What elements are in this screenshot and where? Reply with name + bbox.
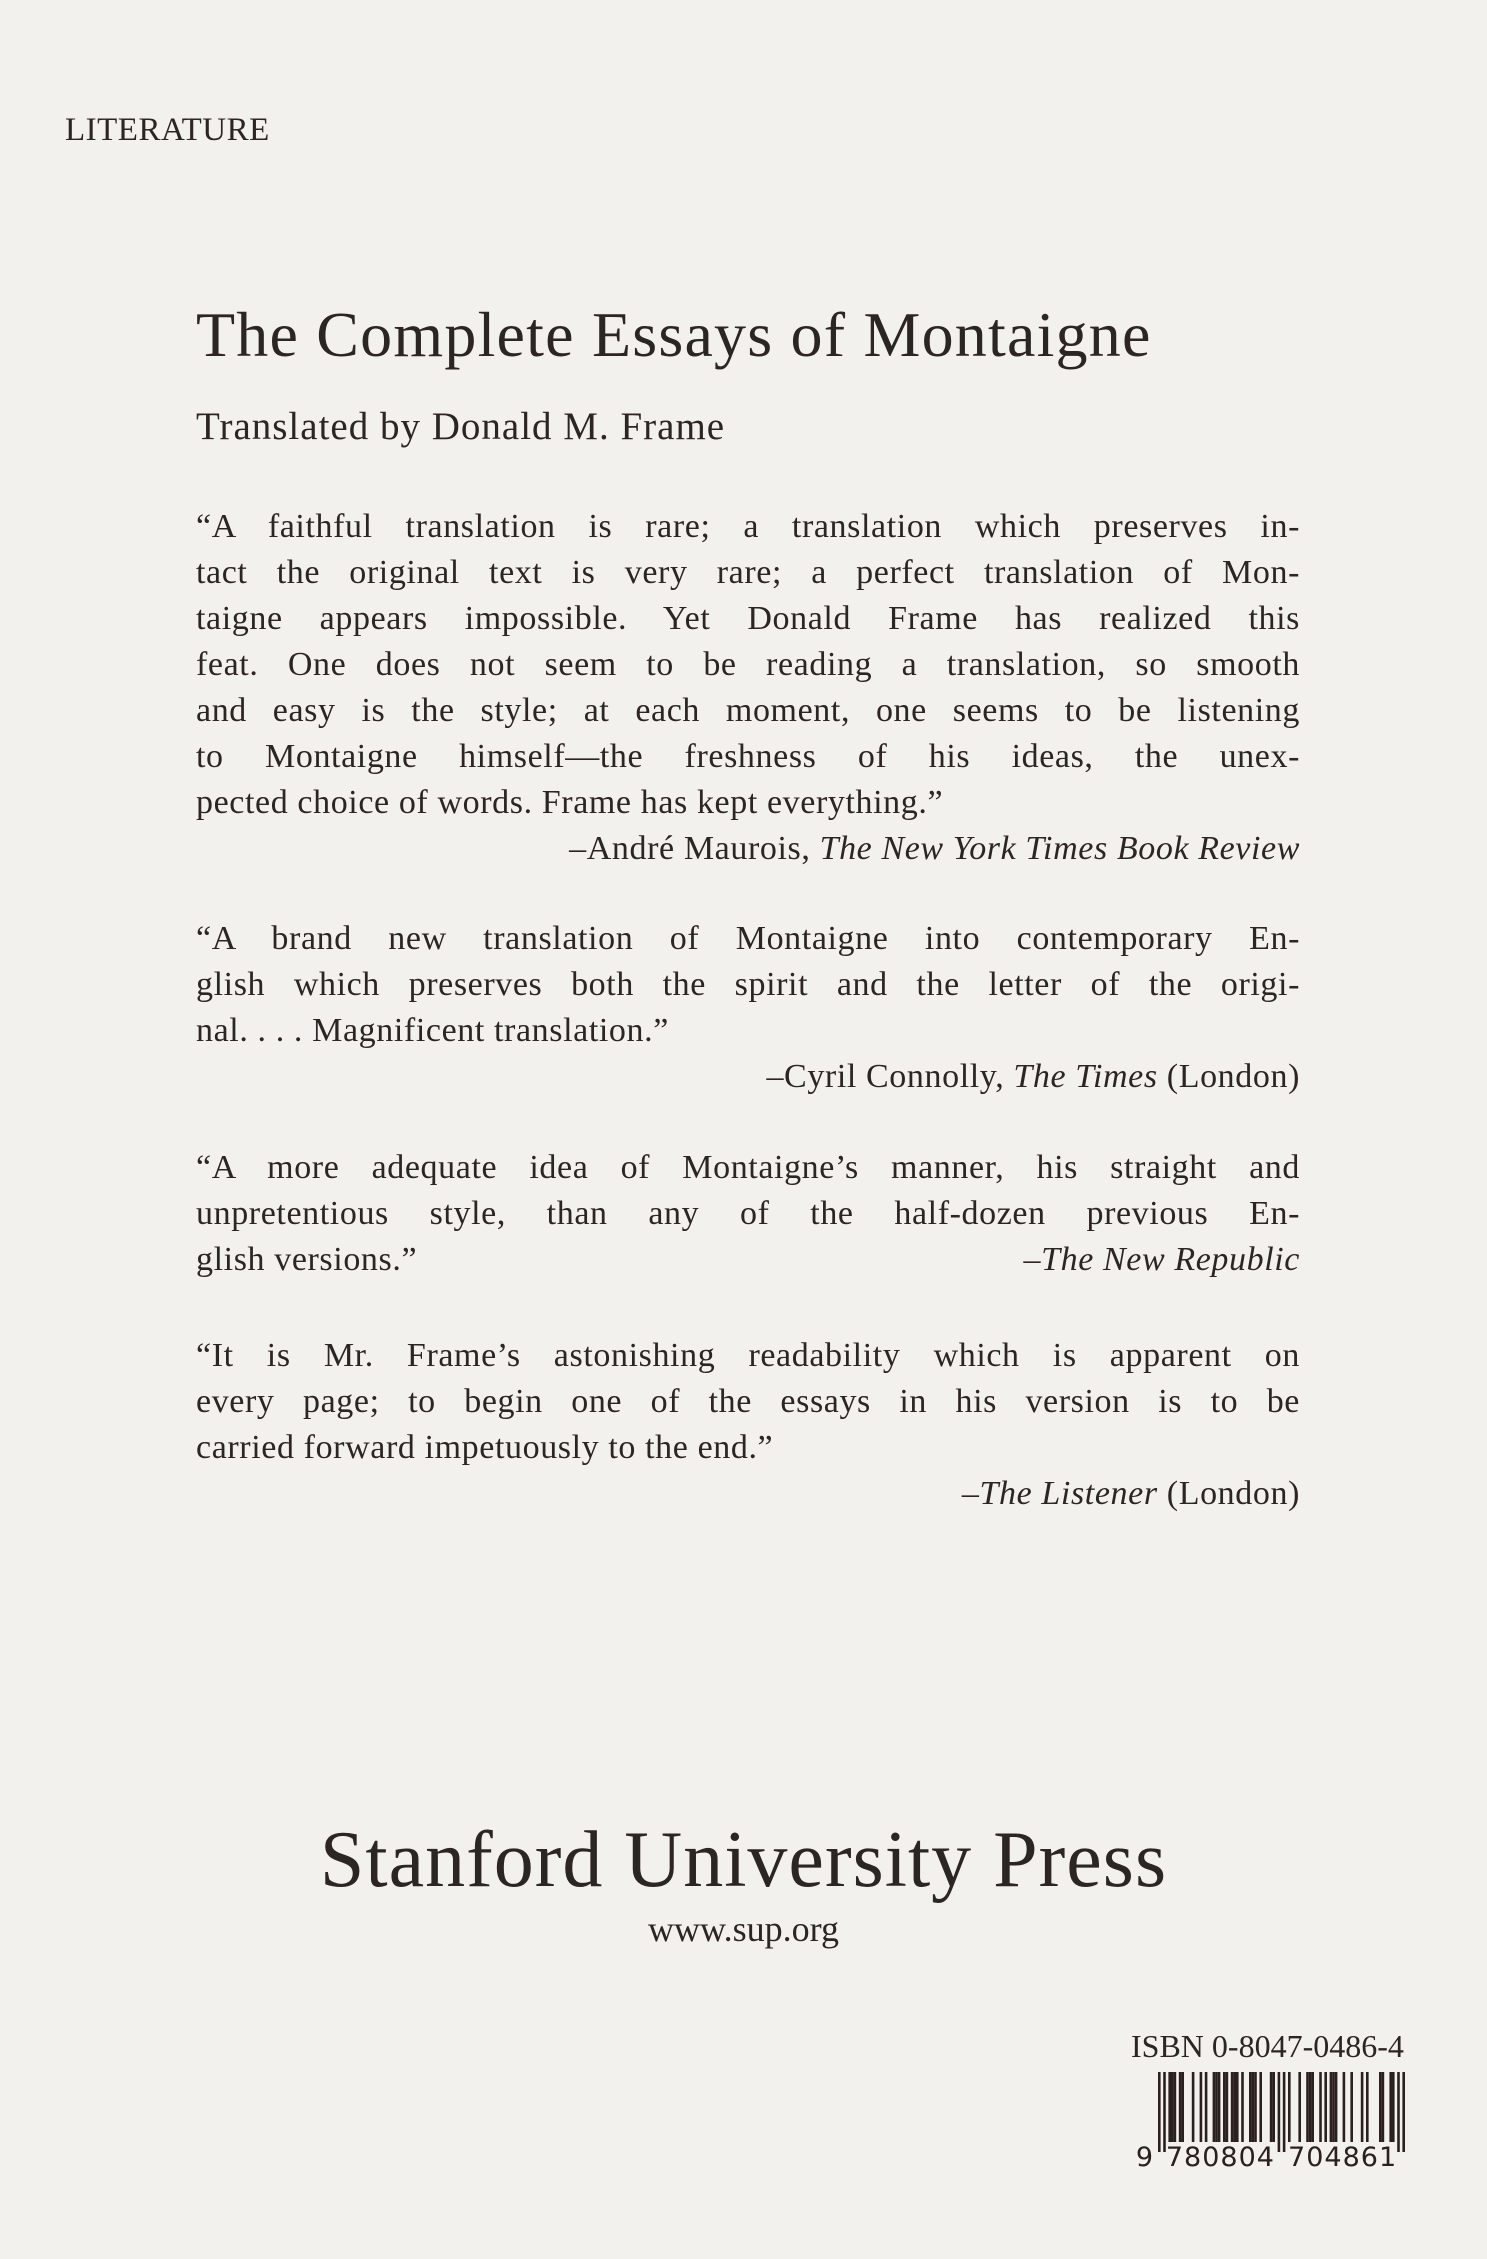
barcode-bar bbox=[1192, 2072, 1195, 2142]
barcode-bar bbox=[1213, 2072, 1216, 2142]
quote-line: feat. One does not seem to be reading a translation, so smooth bbox=[196, 646, 1300, 683]
quote-line: “A faithful translation is rare; a translation which preserves in- bbox=[196, 508, 1300, 545]
barcode-bar bbox=[1218, 2072, 1221, 2142]
barcode-bar bbox=[1168, 2072, 1171, 2142]
barcode bbox=[1136, 2068, 1416, 2173]
quote-line: to Montaigne himself—the freshness of his ideas, the unex- bbox=[196, 738, 1300, 775]
barcode-bar bbox=[1350, 2072, 1353, 2142]
barcode-bar bbox=[1158, 2072, 1161, 2152]
quote-line: “A more adequate idea of Montaigne’s manner, his straight and bbox=[196, 1149, 1300, 1186]
category-label: LITERATURE bbox=[65, 112, 270, 148]
barcode-bar bbox=[1259, 2072, 1262, 2142]
barcode-bar bbox=[1382, 2072, 1385, 2142]
barcode-bar bbox=[1332, 2072, 1335, 2142]
barcode-bar bbox=[1389, 2072, 1392, 2142]
barcode-first-digit: 9 bbox=[1136, 2142, 1155, 2173]
attribution-name: – bbox=[1023, 1241, 1042, 1278]
attribution-name: –Cyril Connolly, bbox=[766, 1058, 1014, 1095]
barcode-bar bbox=[1223, 2072, 1226, 2142]
translator-credit: Translated by Donald M. Frame bbox=[196, 405, 726, 448]
barcode-bar bbox=[1249, 2072, 1252, 2142]
barcode-bar bbox=[1174, 2072, 1177, 2142]
barcode-bar bbox=[1270, 2072, 1273, 2142]
barcode-bar bbox=[1319, 2072, 1322, 2142]
quote-line: “It is Mr. Frame’s astonishing readability which is apparent on bbox=[196, 1337, 1300, 1374]
barcode-bar bbox=[1361, 2072, 1364, 2142]
barcode-bar bbox=[1330, 2072, 1333, 2142]
publisher-website: www.sup.org bbox=[647, 1909, 839, 1949]
barcode-bar bbox=[1311, 2072, 1314, 2142]
quote-last-line-with-attribution bbox=[196, 1237, 1300, 1283]
quote-line: tact the original text is very rare; a perfect translation of Mon- bbox=[196, 554, 1300, 591]
barcode-bar bbox=[1181, 2072, 1184, 2142]
review-quote-3 bbox=[196, 1145, 1300, 1283]
attribution-suffix: (London) bbox=[1157, 1475, 1300, 1512]
review-quote-1 bbox=[196, 504, 1300, 872]
barcode-bar bbox=[1236, 2072, 1239, 2142]
barcode-bar bbox=[1241, 2072, 1244, 2142]
barcode-bar bbox=[1283, 2072, 1286, 2152]
barcode-bar bbox=[1252, 2072, 1255, 2142]
publisher-name: Stanford University Press bbox=[319, 1816, 1168, 1904]
review-quote-4 bbox=[196, 1333, 1300, 1517]
quote-line: unpretentious style, than any of the half-dozen previous En- bbox=[196, 1195, 1300, 1232]
barcode-bar bbox=[1392, 2072, 1395, 2142]
quote-attribution bbox=[196, 1471, 1300, 1517]
barcode-bar bbox=[1272, 2072, 1275, 2142]
isbn-number: ISBN 0-8047-0486-4 bbox=[1131, 2028, 1404, 2064]
barcode-bar bbox=[1298, 2072, 1301, 2142]
barcode-bar bbox=[1231, 2072, 1234, 2142]
attribution-name: – bbox=[961, 1475, 980, 1512]
barcode-bar bbox=[1278, 2072, 1281, 2152]
quote-line: “A brand new translation of Montaigne into contemporary En- bbox=[196, 920, 1300, 957]
barcode-bar bbox=[1215, 2072, 1218, 2142]
barcode-bar bbox=[1205, 2072, 1208, 2142]
barcode-left-digits: 780804 bbox=[1165, 2142, 1275, 2173]
barcode-bar bbox=[1343, 2072, 1346, 2142]
barcode-bar bbox=[1324, 2072, 1327, 2142]
barcode-bar bbox=[1402, 2072, 1405, 2152]
barcode-bar bbox=[1379, 2072, 1382, 2142]
attribution-suffix: (London) bbox=[1157, 1058, 1300, 1095]
quote-line: taigne appears impossible. Yet Donald Frame has realized this bbox=[196, 600, 1300, 637]
barcode-bar bbox=[1306, 2072, 1309, 2142]
attribution-source: The Listener bbox=[979, 1475, 1158, 1512]
barcode-bar bbox=[1254, 2072, 1257, 2142]
quote-line: glish which preserves both the spirit and the letter of the origi- bbox=[196, 966, 1300, 1003]
barcode-bar bbox=[1171, 2072, 1174, 2142]
attribution-name: –André Maurois, bbox=[569, 830, 820, 867]
attribution-source: The New Republic bbox=[1041, 1241, 1300, 1278]
quote-attribution bbox=[196, 1054, 1300, 1100]
attribution-source: The New York Times Book Review bbox=[819, 830, 1300, 867]
attribution-source: The Times bbox=[1013, 1058, 1158, 1095]
barcode-bar bbox=[1233, 2072, 1236, 2142]
barcode-bar bbox=[1397, 2072, 1400, 2152]
quote-line: and easy is the style; at each moment, one seems to be listening bbox=[196, 692, 1300, 729]
barcode-bar bbox=[1366, 2072, 1369, 2142]
quote-line: every page; to begin one of the essays in his version is to be bbox=[196, 1383, 1300, 1420]
quote-line: glish versions.” bbox=[196, 1241, 418, 1278]
barcode-bar bbox=[1226, 2072, 1229, 2142]
quote-line: carried forward impetuously to the end.” bbox=[196, 1429, 774, 1466]
quote-line: pected choice of words. Frame has kept everything.” bbox=[196, 784, 944, 821]
barcode-bar bbox=[1288, 2072, 1291, 2142]
quote-attribution bbox=[1024, 1237, 1301, 1283]
barcode-bar bbox=[1200, 2072, 1203, 2142]
book-title: The Complete Essays of Montaigne bbox=[196, 299, 1152, 370]
quote-line: nal. . . . Magnificent translation.” bbox=[196, 1012, 669, 1049]
barcode-bar bbox=[1335, 2072, 1338, 2142]
barcode-right-digits: 704861 bbox=[1288, 2142, 1398, 2173]
barcode-bar bbox=[1163, 2072, 1166, 2152]
review-quote-2 bbox=[196, 916, 1300, 1100]
barcode-bar bbox=[1309, 2072, 1312, 2142]
quote-attribution bbox=[196, 826, 1300, 872]
barcode-bar bbox=[1179, 2072, 1182, 2142]
